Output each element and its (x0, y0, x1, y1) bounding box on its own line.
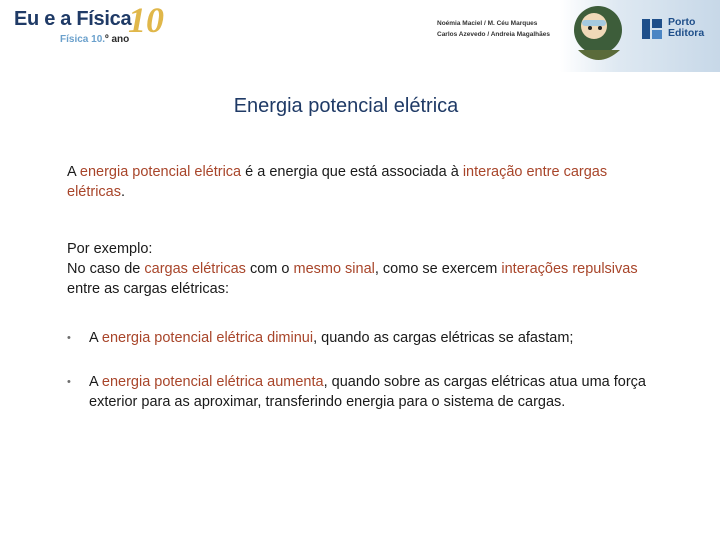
authors (437, 18, 550, 40)
bullet-item-decrease (67, 328, 657, 348)
bullet-1-text-1: A (89, 330, 102, 346)
bullet-1-text-2: , quando as cargas elétricas se afastam; (313, 330, 574, 346)
p1-text-3: . (121, 184, 126, 200)
bullet-2-highlight: energia potencial elétrica aumenta (101, 374, 324, 390)
p2-highlight-1: cargas elétricas (144, 261, 246, 277)
authors-line-2: Carlos Azevedo / Andreia Magalhães (437, 31, 550, 38)
bullet-2-text-1: A (89, 374, 102, 390)
bullet-item-increase (67, 372, 657, 412)
authors-line-1: Noémia Maciel / M. Céu Marques (437, 20, 538, 27)
definition-paragraph (67, 162, 667, 202)
example-body (67, 259, 667, 299)
bullet-1-highlight: energia potencial elétrica diminui (101, 330, 314, 346)
logo-subtitle-suffix: º ano (105, 34, 130, 45)
publisher-logo-icon (640, 16, 664, 42)
p2-text-1: No caso de (67, 261, 145, 277)
p1-highlight-1: energia potencial elétrica (79, 164, 242, 180)
publisher-name (668, 17, 704, 39)
bullet-text (89, 328, 657, 348)
publisher-name-line-2: Editora (668, 27, 705, 39)
bullet-marker: • (67, 332, 71, 344)
p1-text-1: A (67, 164, 80, 180)
p2-text-3: , como se exercem (374, 261, 502, 277)
header-banner (0, 0, 720, 78)
p1-highlight-2: interação entre cargas elétricas (67, 164, 608, 200)
bullet-text (89, 372, 657, 412)
logo-subtitle (60, 34, 129, 45)
logo-title: Eu e a Física (14, 8, 132, 30)
logo-subtitle-prefix: Física 10. (60, 34, 106, 45)
publisher-name-line-1: Porto (668, 16, 696, 28)
p1-text-2: é a energia que está associada à (241, 164, 463, 180)
p2-highlight-2: mesmo sinal (293, 261, 375, 277)
example-lead: Por exemplo: (67, 241, 153, 257)
p2-text-4: entre as cargas elétricas: (67, 281, 229, 297)
logo-number: 10 (128, 0, 164, 40)
example-paragraph (67, 239, 667, 299)
bullet-2-text-2: , quando sobre as cargas elétricas atua uma força exterior para as aproximar, transferindo energia para o sistema de cargas. (89, 374, 646, 410)
slide-title: Energia potencial elétrica (233, 95, 459, 117)
p2-highlight-3: interações repulsivas (501, 261, 638, 277)
bullet-marker: • (67, 376, 71, 388)
p2-text-2: com o (245, 261, 294, 277)
